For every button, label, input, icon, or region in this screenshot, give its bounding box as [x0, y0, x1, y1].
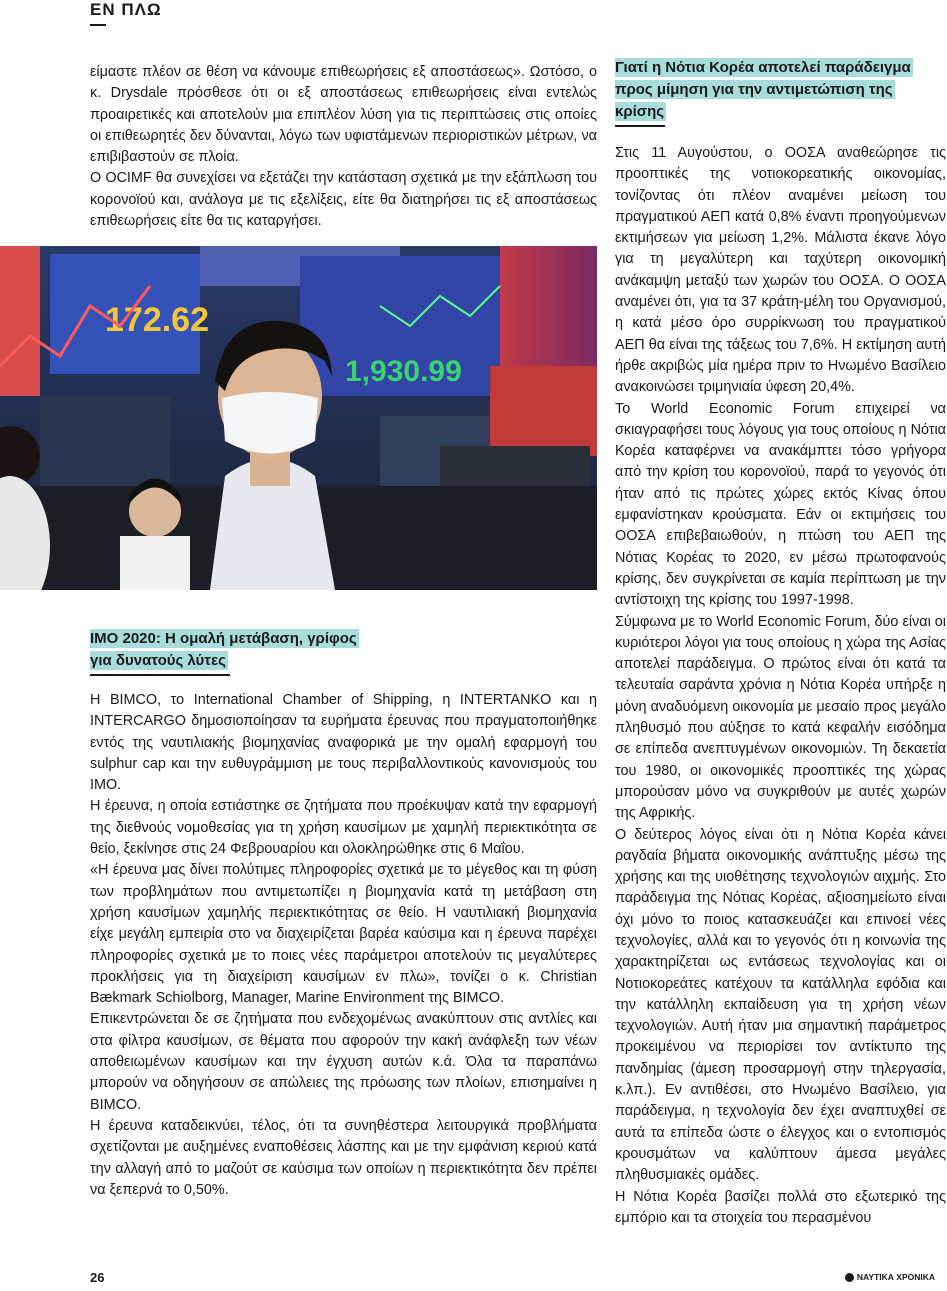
brand-name: ΝΑΥΤΙΚΑ ΧΡΟΝΙΚΑ — [856, 1272, 935, 1282]
footer-brand — [845, 1272, 935, 1282]
section-title: ΕΝ ΠΛΩ — [90, 0, 162, 19]
paragraph: Η Νότια Κορέα βασίζει πολλά στο εξωτερικό της εμπόριο και τα στοιχεία του περασμένου — [615, 1188, 946, 1226]
paragraph: είμαστε πλέον σε θέση να κάνουμε επιθεωρήσεις εξ αποστάσεως». Ωστόσο, ο κ. Drysdale πρόσθεσε ότι οι εξ αποστάσεως επιθεωρήσεις είναι εντελώς προαιρετικές και αποτελούν μια επιπλέον λύση για τις περιπτώσεις στις οποίες οι επιθεωρητές δεν δύνανται, λόγω των υφιστάμενων περιοριστικών μέτρων, να επιβιβαστούν σε πλοία. — [90, 64, 597, 166]
imo-section-heading — [90, 628, 390, 676]
screen-number-left: 172.62 — [105, 301, 209, 339]
paragraph: Το World Economic Forum επιχειρεί να σκιαγραφήσει τους λόγους για τους οποίους η Νότια Κορέα καταφέρνει να ανακάμπτει τόσο γρήγορα από την κρίση του κορονοϊού, παρά το γεγονός ότι ήταν από τις πρώτες χώρες εκτός Κίνας όπου εμφανίστηκαν κρούσματα. Εάν οι εκτιμήσεις του ΟΟΣΑ επιβεβαιωθούν, η πτώση του ΑΕΠ της Νότιας Κορέας το 2020, εν μέσω πρωτοφανούς κρίσης, δεν συγκρίνεται σε καμία περίπτωση με την αντίστοιχη της κρίσης του 1997-1998. — [615, 400, 946, 609]
trading-room-photo — [0, 246, 597, 590]
page-number: 26 — [90, 1270, 105, 1285]
paragraph: Επικεντρώνεται δε σε ζητήματα που ενδεχομένως ανακύπτουν στις αντλίες και στα φίλτρα καυσίμων, σε θέματα που αφορούν την κακή ανάφλεξη των νέων αποθειωμένων καυσίμων και την έγχυση αυτών κ.ά. Όλα τα παραπάνω μπορούν να οδηγήσουν σε απώλειες της πρόωσης των πλοίων, επισημαίνει η BIMCO. — [90, 1011, 597, 1113]
paragraph: «Η έρευνα μας δίνει πολύτιμες πληροφορίες σχετικά με το μέγεθος και τη φύση των προβλημάτων που αντιμετωπίζει η βιομηχανία κατά τη μετάβαση στη χρήση καυσίμων χαμηλής περιεκτικότητας σε θείο. Η ναυτιλιακή βιομηχανία είχε μεγάλη εμπειρία στο να διαχειρίζεται βαρέα καύσιμα και η έρευνα παρέχει πληροφορίες σχετικά με το ποιες νέες παράμετροι αποτελούν τις μεγαλύτερες προκλήσεις για τη διαχείριση καυσίμων εν πλω», τονίζει ο κ. Christian Bækmark Schiolborg, Manager, Marine Environment της BIMCO. — [90, 862, 597, 1007]
korea-section-heading — [615, 57, 935, 127]
paragraph: Η BIMCO, το International Chamber of Shipping, η INTERTANKO και η INTERCARGO δημοσιοποίησαν τα ευρήματα έρευνας που πραγματοποιήθηκε εντός της ναυτιλιακής βιομηχανίας αναφορικά με την ομαλή εφαρμογή του sulphur cap και την ευθυγράμμιση με τους περιβαλλοντικούς κανονισμούς του IMO. — [90, 692, 597, 794]
header-divider — [90, 24, 106, 26]
paragraph: Σύμφωνα με το World Economic Forum, δύο είναι οι κυριότεροι λόγοι για τους οποίους η χώρα της Ασίας αποτελεί παράδειγμα. Ο πρώτος είναι ότι κατά τα τελευταία σαράντα χρόνια η Νότια Κορέα υπήρξε η μόνη αναδυόμενη οικονομία με μεσαίο προς μεγάλο πληθυσμό που αύξησε το κατά κεφαλήν εισόδημα σε επίπεδα ανεπτυγμένων οικονομιών. Τη δεκαετία του 1980, οι οικονομικές προοπτικές της χώρας μπορούσαν μόνο να συγκριθούν με αυτές χωρών της Αφρικής. — [615, 613, 946, 822]
heading-line: για δυνατούς λύτες — [90, 652, 226, 669]
heading-line: IMO 2020: Η ομαλή μετάβαση, γρίφος — [90, 630, 357, 647]
imo-section-body — [90, 690, 597, 1201]
paragraph: Ο OCIMF θα συνεχίσει να εξετάζει την κατάσταση σχετικά με την εξάπλωση του κορονοϊού και, ανάλογα με τις εξελίξεις, είτε θα διατηρήσει τις εξ αποστάσεως επιθεωρήσεις είτε θα τις καταργήσει. — [90, 170, 597, 230]
paragraph: Ο δεύτερος λόγος είναι ότι η Νότια Κορέα κάνει ραγδαία βήματα οικονομικής ανάπτυξης μέσω της χρήσης και της υιοθέτησης τεχνολογιών αιχμής. Στο παράδειγμα της Νότιας Κορέας, αξιοσημείωτο είναι όχι μόνο το ποιος κατασκευάζει και επινοεί νέες τεχνολογίες, αλλά και το γεγονός ότι η κοινωνία της χαρακτηρίζεται ως εντάσεως τεχνολογίας και οι Νοτιοκορεάτες κατέχουν τα κατάλληλα εφόδια και την κατάλληλη εκπαίδευση για τη χρήση νέων τεχνολογιών. Αυτή ήταν μια σημαντική παράμετρος προκειμένου να περιορίσει τον αντίκτυπο της πανδημίας (άμεση προσαρμογή στην τηλεργασία, κ.λπ.). Εν αντιθέσει, στο Ηνωμένο Βασίλειο, για παράδειγμα, η τεχνολογία δεν έχει αναπτυχθεί σε αυτά τα επίπεδα ώστε ο έλεγχος και ο εντοπισμός κρουσμάτων να καλύπτουν άμεσα μεγάλες πληθυσμιακές ομάδες. — [615, 826, 946, 1184]
heading-underline — [615, 125, 665, 127]
heading-line: Γιατί η Νότια Κορέα αποτελεί παράδειγμα — [615, 59, 911, 76]
left-top-column — [90, 62, 597, 232]
brand-logo-icon — [845, 1273, 854, 1282]
screen-number-right: 1,930.99 — [345, 355, 462, 388]
heading-line: κρίσης — [615, 103, 665, 120]
heading-underline — [90, 674, 230, 676]
paragraph: Η έρευνα καταδεικνύει, τέλος, ότι τα συνηθέστερα λειτουργικά προβλήματα σχετίζονται με αυξημένες εναποθέσεις λάσπης και με την εμφάνιση κεριού κατά την αλλαγή από το μαζούτ σε καύσιμα των οποίων η περιεκτικότητα δεν πρέπει να ξεπερνά το 0,50%. — [90, 1117, 597, 1198]
photo-illustration — [0, 246, 597, 590]
paragraph: Στις 11 Αυγούστου, ο ΟΟΣΑ αναθεώρησε τις προοπτικές της νοτιοκορεατικής οικονομίας, τονίζοντας ότι πλέον αναμένει μείωση του πραγματικού ΑΕΠ κατά 0,8% έναντι προηγούμενων εκτιμήσεων για μείωση 1,2%. Μάλιστα έκανε λόγο για τη μεγαλύτερη και ταχύτερη οικονομική ανάκαμψη μεταξύ των χωρών του ΟΟΣΑ. Ο ΟΟΣΑ αναμένει ότι, για τα 37 κράτη-μέλη του Οργανισμού, η κατά μέσο όρο συρρίκνωση του πραγματικού ΑΕΠ θα είναι της τάξεως του 7,6%. Η εκτίμηση αυτή ήρθε ακριβώς μία ημέρα πριν το Ηνωμένο Βασίλειο ανακοινώσει τριμηνιαία ύφεση 20,4%. — [615, 145, 946, 396]
korea-section-body — [615, 143, 946, 1229]
paragraph: Η έρευνα, η οποία εστιάστηκε σε ζητήματα που προέκυψαν κατά την εφαρμογή της διεθνούς νομοθεσίας για τη χρήση καυσίμων με χαμηλή περιεκτικότητα σε θείο, ξεκίνησε στις 24 Φεβρουαρίου και ολοκληρώθηκε στις 6 Μαΐου. — [90, 798, 597, 858]
heading-line: προς μίμηση για την αντιμετώπιση της — [615, 81, 893, 98]
